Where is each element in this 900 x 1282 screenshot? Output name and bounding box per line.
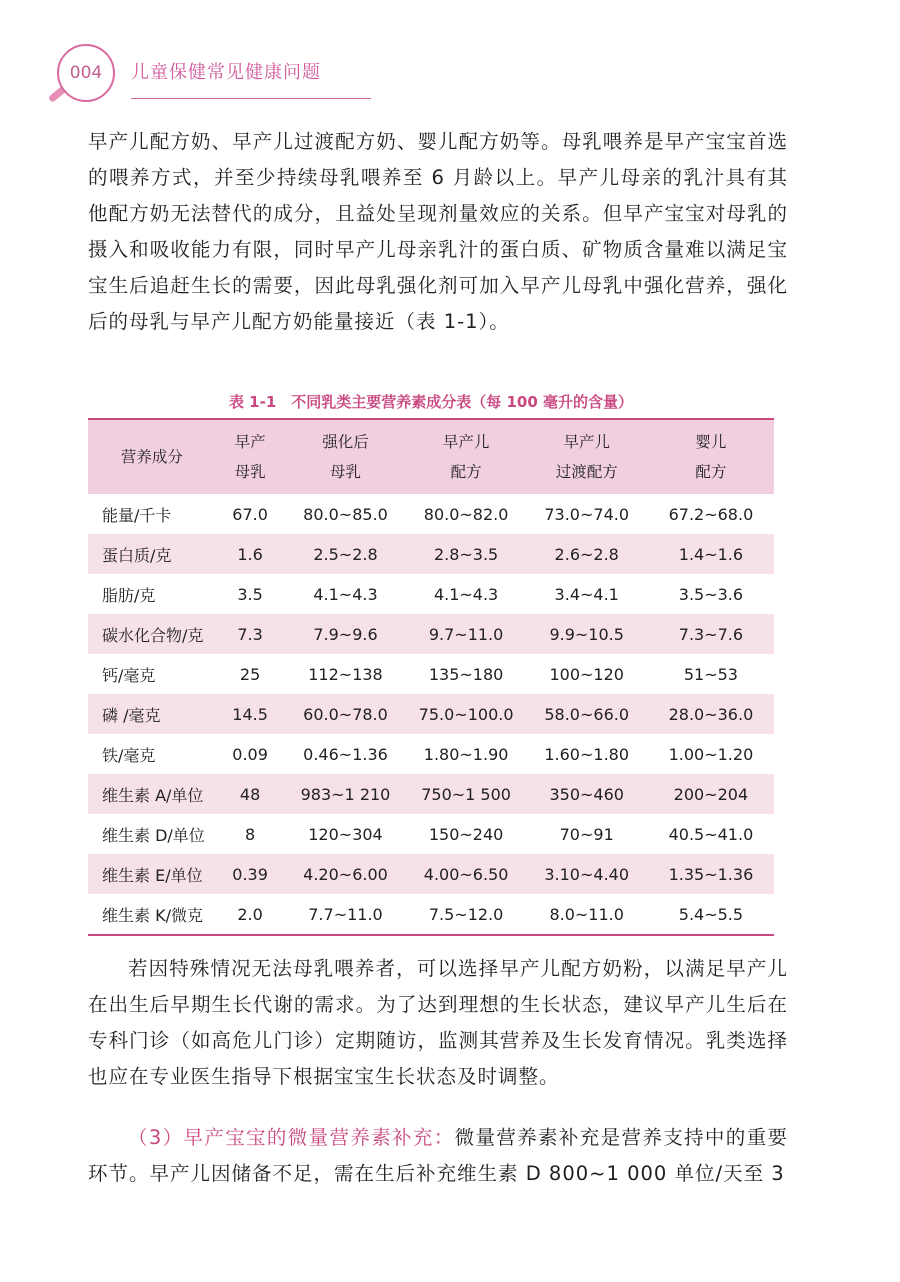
value-cell: 70~91 <box>559 824 614 844</box>
section-heading: （3）早产宝宝的微量营养素补充： <box>128 1126 455 1149</box>
value-cell: 1.00~1.20 <box>668 744 754 764</box>
value-cell: 9.7~11.0 <box>407 614 526 654</box>
header-cell: 早产 母乳 <box>216 419 285 494</box>
value-cell: 120~304 <box>308 824 383 844</box>
value-cell: 7.9~9.6 <box>284 614 406 654</box>
table-row <box>88 854 774 894</box>
value-cell: 0.09 <box>232 744 268 764</box>
nutrient-name-cell: 铁/毫克 <box>102 745 156 765</box>
value-cell: 2.0 <box>237 904 263 924</box>
table-caption: 表 1-1 不同乳类主要营养素成分表（每 100 毫升的含量） <box>228 393 634 411</box>
nutrient-name-cell: 脂肪/克 <box>102 585 156 605</box>
value-cell: 3.5~3.6 <box>678 584 744 604</box>
header-cell: 营养成分 <box>88 419 216 494</box>
header-cell: 早产儿 过渡配方 <box>526 419 648 494</box>
nutrient-name-cell: 维生素 A/单位 <box>88 774 216 814</box>
header-divider <box>131 98 371 99</box>
value-cell: 8.0~11.0 <box>549 904 624 924</box>
nutrient-table <box>88 418 774 936</box>
nutrient-name-cell: 蛋白质/克 <box>88 534 216 574</box>
paragraph-2: 若因特殊情况无法母乳喂养者，可以选择早产儿配方奶粉，以满足早产儿在出生后早期生长代谢的需求。为了达到理想的生长状态，建议早产儿生后在专科门诊（如高危儿门诊）定期随访，监测其营养及生长发育情况。乳类选择也应在专业医生指导下根据宝宝生长状态及时调整。 <box>88 957 788 1088</box>
page-header <box>45 38 345 108</box>
table-row <box>88 574 774 614</box>
value-cell: 0.39 <box>216 854 285 894</box>
table-row <box>88 734 774 774</box>
table-row <box>88 614 774 654</box>
value-cell: 200~204 <box>648 774 774 814</box>
value-cell: 350~460 <box>526 774 648 814</box>
book-title: 儿童保健常见健康问题 <box>131 62 321 83</box>
paragraph-1: 早产儿配方奶、早产儿过渡配方奶、婴儿配方奶等。母乳喂养是早产宝宝首选的喂养方式，并至少持续母乳喂养至 6 月龄以上。早产儿母亲的乳汁具有其他配方奶无法替代的成分，且益处呈现剂量效应的关系。但早产宝宝对母乳的摄入和吸收能力有限，同时早产儿母亲乳汁的蛋白质、矿物质含量难以满足宝宝生后追赶生长的需要，因此母乳强化剂可加入早产儿母乳中强化营养，强化后的母乳与早产儿配方奶能量接近（表 1-1）。 <box>88 130 788 333</box>
nutrient-name-cell: 钙/毫克 <box>102 665 156 685</box>
value-cell: 51~53 <box>683 664 738 684</box>
value-cell: 25 <box>239 664 261 684</box>
value-cell: 150~240 <box>428 824 504 844</box>
value-cell: 14.5 <box>216 694 285 734</box>
value-cell: 1.35~1.36 <box>648 854 774 894</box>
table-row <box>88 694 774 734</box>
value-cell: 75.0~100.0 <box>407 694 526 734</box>
value-cell: 67.2~68.0 <box>668 504 754 524</box>
value-cell: 750~1 500 <box>407 774 526 814</box>
table-row <box>88 814 774 854</box>
value-cell: 4.1~4.3 <box>433 584 499 604</box>
value-cell: 1.80~1.90 <box>423 744 509 764</box>
page-number: 004 <box>57 44 115 102</box>
value-cell: 112~138 <box>308 664 383 684</box>
nutrient-name-cell: 维生素 E/单位 <box>88 854 216 894</box>
value-cell: 3.5 <box>237 584 263 604</box>
value-cell: 4.20~6.00 <box>284 854 406 894</box>
value-cell: 2.6~2.8 <box>526 534 648 574</box>
value-cell: 80.0~82.0 <box>423 504 509 524</box>
value-cell: 40.5~41.0 <box>668 824 754 844</box>
value-cell: 67.0 <box>232 504 268 524</box>
value-cell: 28.0~36.0 <box>648 694 774 734</box>
value-cell: 58.0~66.0 <box>526 694 648 734</box>
paragraph-3 <box>88 1120 788 1192</box>
value-cell: 73.0~74.0 <box>544 504 630 524</box>
value-cell: 7.3 <box>216 614 285 654</box>
value-cell: 80.0~85.0 <box>303 504 388 524</box>
table-row <box>88 494 774 534</box>
table-header-row <box>88 419 774 494</box>
value-cell: 60.0~78.0 <box>284 694 406 734</box>
nutrient-name-cell: 能量/千卡 <box>102 505 172 525</box>
value-cell: 0.46~1.36 <box>303 744 388 764</box>
value-cell: 983~1 210 <box>284 774 406 814</box>
value-cell: 9.9~10.5 <box>526 614 648 654</box>
nutrient-name-cell: 维生素 D/单位 <box>102 825 205 845</box>
value-cell: 4.00~6.50 <box>407 854 526 894</box>
value-cell: 3.10~4.40 <box>526 854 648 894</box>
table-row <box>88 774 774 814</box>
value-cell: 2.8~3.5 <box>407 534 526 574</box>
nutrient-name-cell: 维生素 K/微克 <box>102 905 203 925</box>
value-cell: 48 <box>216 774 285 814</box>
value-cell: 8 <box>244 824 256 844</box>
table-row <box>88 534 774 574</box>
value-cell: 7.3~7.6 <box>648 614 774 654</box>
header-cell: 早产儿 配方 <box>407 419 526 494</box>
table-row <box>88 654 774 694</box>
table-row <box>88 894 774 935</box>
paragraph-3-text: 微量营养素补充是营养支持中的重要环节。早产儿因储备不足，需在生后补充维生素 D 800~1 000 单位/天至 3 <box>88 1126 788 1185</box>
nutrient-name-cell: 碳水化合物/克 <box>88 614 216 654</box>
value-cell: 2.5~2.8 <box>284 534 406 574</box>
nutrient-name-cell: 磷 /毫克 <box>88 694 216 734</box>
value-cell: 3.4~4.1 <box>554 584 619 604</box>
value-cell: 5.4~5.5 <box>678 904 744 924</box>
value-cell: 135~180 <box>428 664 504 684</box>
value-cell: 1.60~1.80 <box>544 744 630 764</box>
header-cell: 强化后 母乳 <box>284 419 406 494</box>
value-cell: 7.7~11.0 <box>308 904 383 924</box>
value-cell: 100~120 <box>549 664 624 684</box>
value-cell: 7.5~12.0 <box>428 904 504 924</box>
value-cell: 1.6 <box>216 534 285 574</box>
value-cell: 4.1~4.3 <box>313 584 378 604</box>
value-cell: 1.4~1.6 <box>648 534 774 574</box>
header-cell: 婴儿 配方 <box>648 419 774 494</box>
